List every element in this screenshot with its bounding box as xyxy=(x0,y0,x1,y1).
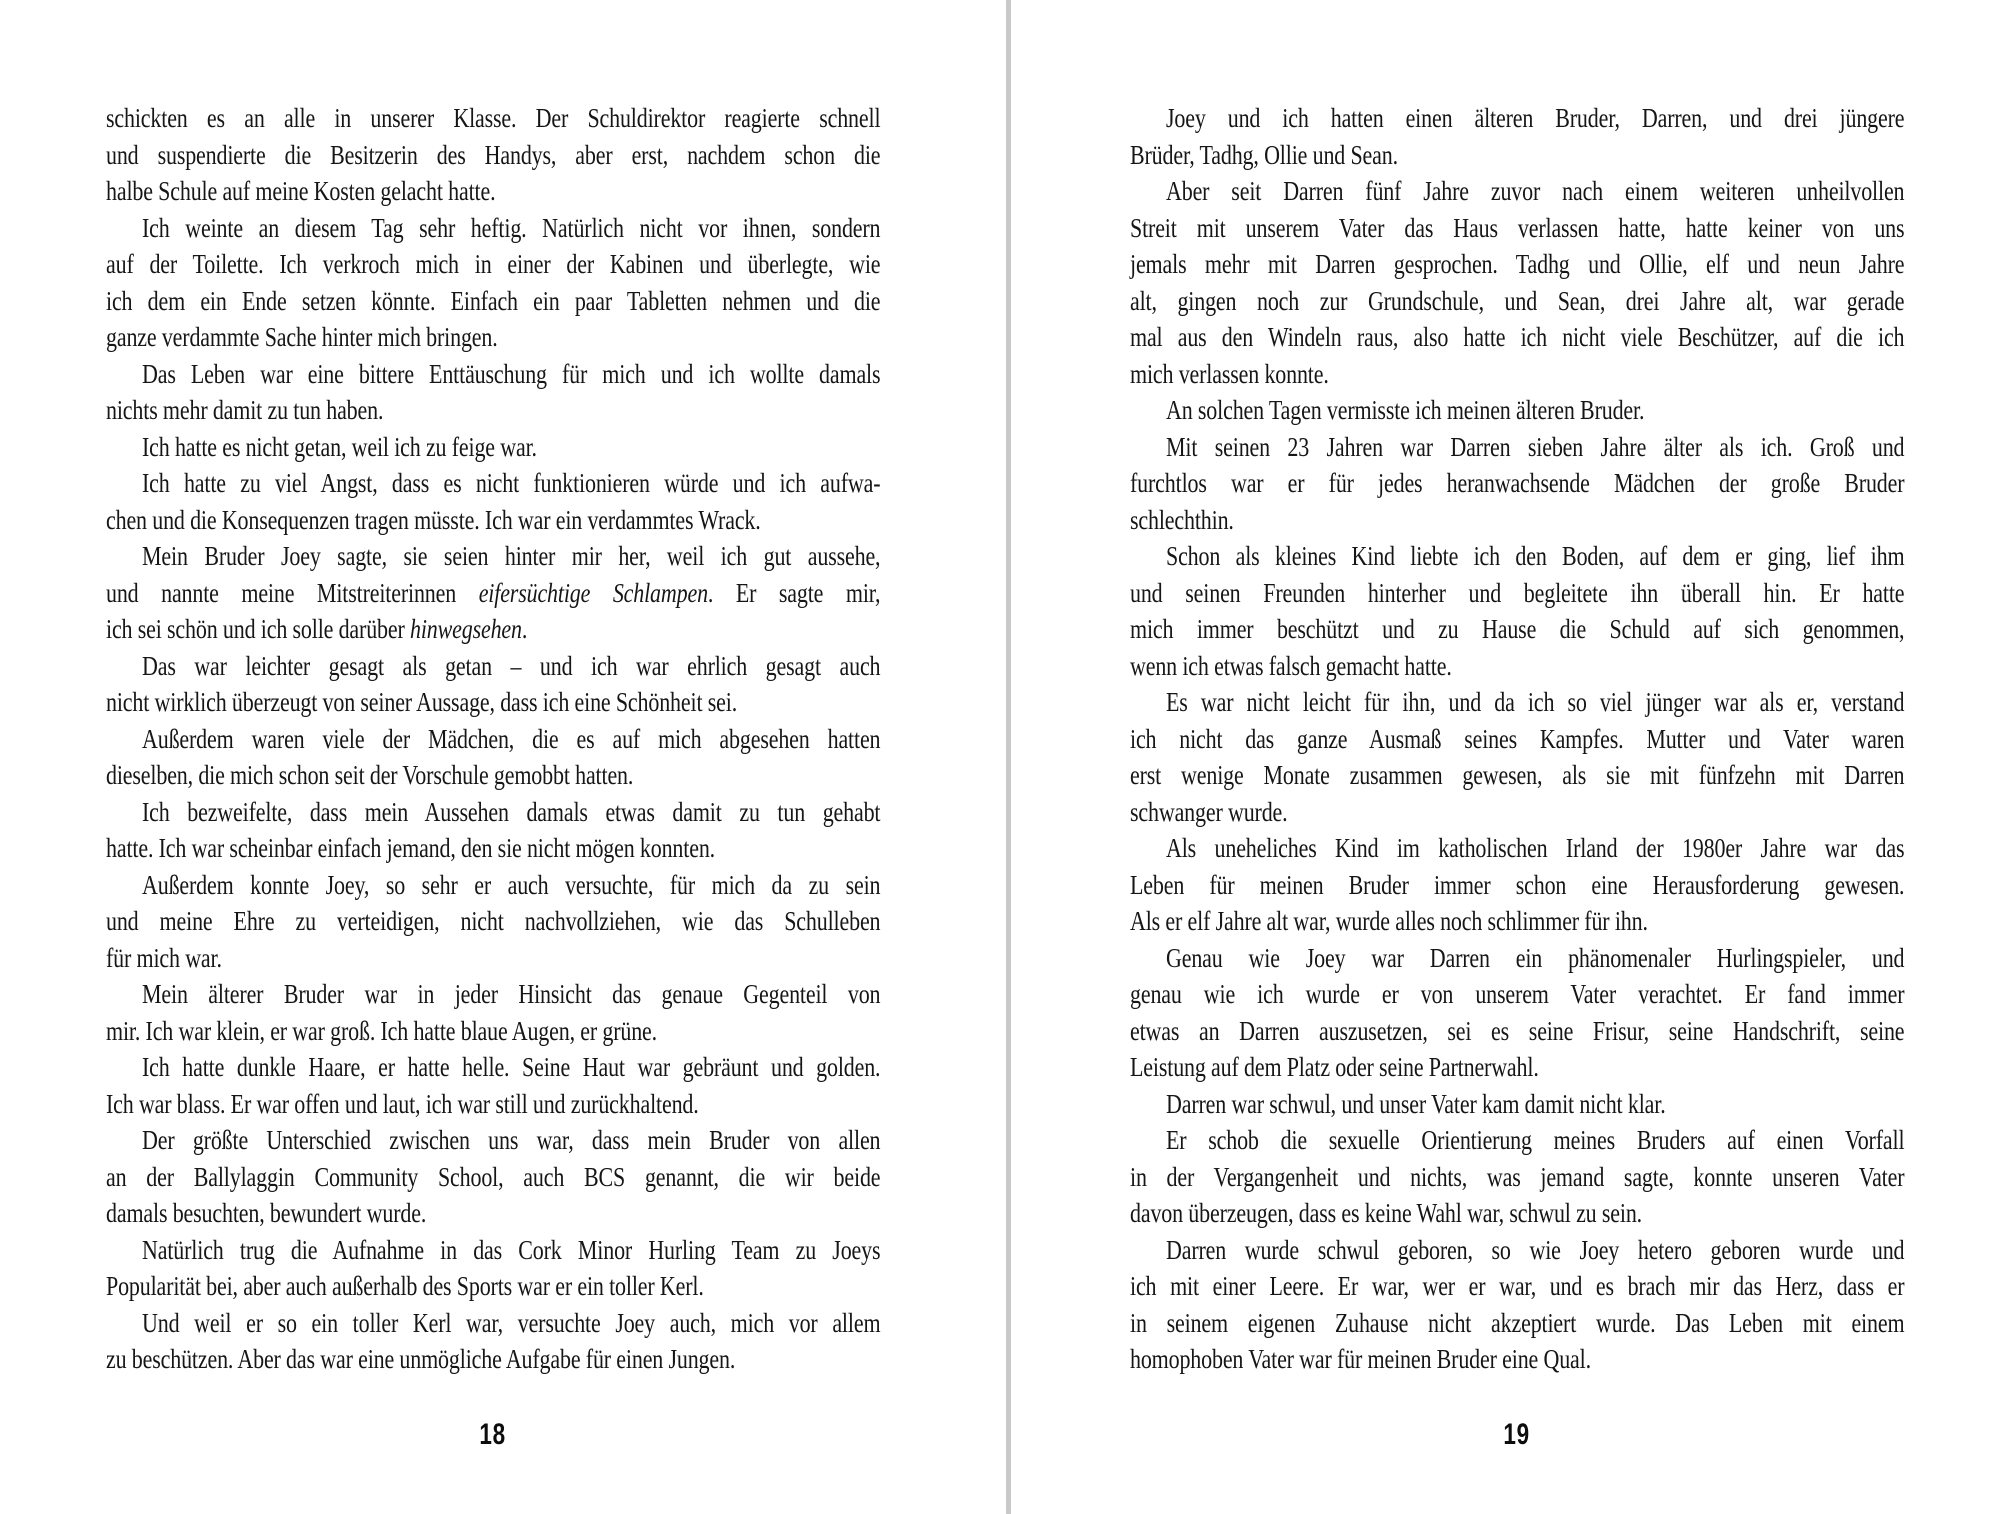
text-line xyxy=(106,1341,880,1378)
text-run: . Er sagte mir, xyxy=(707,576,881,608)
text-run: alt, gingen noch zur Grundschule, und Sean, drei Jahre alt, war gerade xyxy=(1130,284,1905,316)
text-line xyxy=(1130,794,1904,831)
text-run: davon überzeugen, dass es keine Wahl war, schwul zu sein. xyxy=(1130,1197,1642,1228)
text-run: Streit mit unserem Vater das Haus verlassen hatte, hatte keiner von uns xyxy=(1130,211,1905,243)
text-line xyxy=(106,502,880,539)
text-run: chen und die Konsequenzen tragen müsste. Ich war ein verdammtes Wrack. xyxy=(106,503,761,535)
text-run: hatte. Ich war scheinbar einfach jemand, den sie nicht mögen konnten. xyxy=(106,832,716,863)
text-line xyxy=(106,283,880,320)
text-line xyxy=(106,465,880,502)
text-line xyxy=(106,1086,880,1123)
text-run: in seinem eigenen Zuhause nicht akzeptiert wurde. Das Leben mit einem xyxy=(1130,1306,1905,1338)
text-line xyxy=(1130,721,1904,758)
text-line xyxy=(1130,283,1904,320)
text-run: mal aus den Windeln raus, also hatte ich nicht viele Beschützer, auf die ich xyxy=(1130,321,1905,352)
text-run: und meine Ehre zu verteidigen, nicht nachvollziehen, wie das Schulleben xyxy=(106,905,881,936)
text-run: Der größte Unterschied zwischen uns war, dass mein Bruder von allen xyxy=(142,1124,881,1155)
text-run: mir. Ich war klein, er war groß. Ich hatte blaue Augen, er grüne. xyxy=(106,1014,657,1046)
text-line xyxy=(1130,1232,1904,1269)
text-run: und nannte meine Mitstreiterinnen xyxy=(106,576,479,608)
text-line xyxy=(106,210,880,247)
text-run: zu beschützen. Aber das war eine unmögliche Aufgabe für einen Jungen. xyxy=(106,1343,736,1374)
text-line xyxy=(106,794,880,831)
text-line xyxy=(106,1195,880,1232)
text-run: Brüder, Tadhg, Ollie und Sean. xyxy=(1130,138,1398,170)
page-number-right-value: 19 xyxy=(1503,1418,1531,1451)
text-line xyxy=(1130,319,1904,356)
text-line xyxy=(106,1049,880,1086)
text-line xyxy=(106,356,880,393)
text-line xyxy=(106,757,880,794)
text-run: An solchen Tagen vermisste ich meinen älteren Bruder. xyxy=(1166,394,1645,425)
text-run: Ich hatte dunkle Haare, er hatte helle. Seine Haut war gebräunt und golden. xyxy=(142,1051,881,1082)
text-run: mich verlassen konnte. xyxy=(1130,357,1329,389)
text-run: Als uneheliches Kind im katholischen Irland der 1980er Jahre war das xyxy=(1166,832,1905,863)
text-line xyxy=(1130,940,1904,977)
text-line xyxy=(106,648,880,685)
page-right-text xyxy=(1130,100,1904,1378)
text-line xyxy=(106,538,880,575)
text-line xyxy=(106,429,880,466)
text-run: ich dem ein Ende setzen könnte. Einfach ein paar Tabletten nehmen und die xyxy=(106,284,881,316)
text-line xyxy=(1130,903,1904,940)
text-run: Genau wie Joey war Darren ein phänomenaler Hurlingspieler, und xyxy=(1166,941,1905,973)
text-line xyxy=(106,1122,880,1159)
text-line xyxy=(1130,356,1904,393)
text-run: Ich weinte an diesem Tag sehr heftig. Natürlich nicht vor ihnen, sondern xyxy=(142,211,881,243)
text-run: Außerdem waren viele der Mädchen, die es auf mich abgesehen hatten xyxy=(142,722,881,754)
text-line xyxy=(106,1305,880,1342)
text-line xyxy=(106,830,880,867)
text-run: mich immer beschützt und zu Hause die Schuld auf sich genommen, xyxy=(1130,613,1905,644)
text-line xyxy=(1130,173,1904,210)
text-run: schlechthin. xyxy=(1130,503,1234,535)
text-line xyxy=(1130,465,1904,502)
text-line xyxy=(106,1159,880,1196)
text-line xyxy=(106,100,880,137)
text-run: auf der Toilette. Ich verkroch mich in einer der Kabinen und überlegte, wie xyxy=(106,248,881,279)
text-run: Ich hatte es nicht getan, weil ich zu feige war. xyxy=(142,430,537,462)
text-run: genau wie ich wurde er von unserem Vater verachtet. Er fand immer xyxy=(1130,978,1905,1009)
text-run: halbe Schule auf meine Kosten gelacht hatte. xyxy=(106,175,496,206)
text-run: schwanger wurde. xyxy=(1130,795,1288,827)
text-line xyxy=(1130,684,1904,721)
text-line xyxy=(1130,502,1904,539)
text-run: Natürlich trug die Aufnahme in das Cork Minor Hurling Team zu Joeys xyxy=(142,1233,881,1265)
text-run: furchtlos war er für jedes heranwachsende Mädchen der große Bruder xyxy=(1130,467,1905,498)
text-line xyxy=(1130,1268,1904,1305)
text-line xyxy=(106,575,880,612)
text-run: und seinen Freunden hinterher und begleitete ihn überall hin. Er hatte xyxy=(1130,576,1905,608)
text-line xyxy=(106,137,880,174)
text-run: damals besuchten, bewundert wurde. xyxy=(106,1197,427,1228)
text-run: schickten es an alle in unserer Klasse. Der Schuldirektor reagierte schnell xyxy=(106,102,881,133)
text-run: Es war nicht leicht für ihn, und da ich so viel jünger war als er, verstand xyxy=(1166,686,1905,717)
text-line xyxy=(1130,1195,1904,1232)
text-line xyxy=(106,1232,880,1269)
text-run: ich nicht das ganze Ausmaß seines Kampfes. Mutter und Vater waren xyxy=(1130,722,1905,754)
text-run: und suspendierte die Besitzerin des Handys, aber erst, nachdem schon die xyxy=(106,138,881,170)
text-run: Leben für meinen Bruder immer schon eine Herausforderung gewesen. xyxy=(1130,868,1905,900)
text-line xyxy=(1130,757,1904,794)
text-run: dieselben, die mich schon seit der Vorschule gemobbt hatten. xyxy=(106,759,634,790)
text-run: an der Ballylaggin Community School, auch BCS genannt, die wir beide xyxy=(106,1160,881,1192)
text-run: nichts mehr damit zu tun haben. xyxy=(106,394,384,425)
text-line xyxy=(1130,1305,1904,1342)
text-line xyxy=(106,246,880,283)
page-divider xyxy=(1006,0,1011,1514)
text-run: Popularität bei, aber auch außerhalb des Sports war er ein toller Kerl. xyxy=(106,1270,704,1301)
text-run: Und weil er so ein toller Kerl war, versuchte Joey auch, mich vor allem xyxy=(142,1306,881,1338)
text-line xyxy=(1130,392,1904,429)
text-run: ganze verdammte Sache hinter mich bringen. xyxy=(106,321,498,352)
text-run: Das Leben war eine bittere Enttäuschung für mich und ich wollte damals xyxy=(142,357,881,389)
text-line xyxy=(106,940,880,977)
text-line xyxy=(106,319,880,356)
text-line xyxy=(106,611,880,648)
text-line xyxy=(1130,830,1904,867)
text-run: Leistung auf dem Platz oder seine Partnerwahl. xyxy=(1130,1051,1539,1082)
text-line xyxy=(1130,648,1904,685)
text-line xyxy=(1130,429,1904,466)
text-line xyxy=(106,173,880,210)
text-run: Das war leichter gesagt als getan – und ich war ehrlich gesagt auch xyxy=(142,649,881,681)
text-run: wenn ich etwas falsch gemacht hatte. xyxy=(1130,649,1452,681)
text-line xyxy=(1130,246,1904,283)
text-line xyxy=(1130,1086,1904,1123)
text-run: Schon als kleines Kind liebte ich den Boden, auf dem er ging, lief ihm xyxy=(1166,540,1905,571)
text-line xyxy=(1130,976,1904,1013)
text-run: Joey und ich hatten einen älteren Bruder, Darren, und drei jüngere xyxy=(1166,102,1905,133)
text-line xyxy=(1130,1013,1904,1050)
text-line xyxy=(106,903,880,940)
text-line xyxy=(1130,100,1904,137)
text-run: Außerdem konnte Joey, so sehr er auch versuchte, für mich da zu sein xyxy=(142,868,881,900)
page-left-text xyxy=(106,100,880,1378)
text-line xyxy=(1130,1049,1904,1086)
italic-text-run: hinwegsehen xyxy=(410,613,522,644)
text-line xyxy=(106,721,880,758)
text-line xyxy=(1130,210,1904,247)
text-run: ich sei schön und ich solle darüber xyxy=(106,613,410,644)
text-line xyxy=(1130,1341,1904,1378)
text-run: für mich war. xyxy=(106,941,222,973)
text-run: in der Vergangenheit und nichts, was jemand sagte, konnte unseren Vater xyxy=(1130,1160,1905,1192)
text-run: erst wenige Monate zusammen gewesen, als sie mit fünfzehn mit Darren xyxy=(1130,759,1905,790)
text-run: Ich bezweifelte, dass mein Aussehen damals etwas damit zu tun gehabt xyxy=(142,795,881,827)
text-run: etwas an Darren auszusetzen, sei es seine Frisur, seine Handschrift, seine xyxy=(1130,1014,1905,1046)
text-run: Mit seinen 23 Jahren war Darren sieben Jahre älter als ich. Groß und xyxy=(1166,430,1905,462)
text-line xyxy=(1130,538,1904,575)
text-run: ich mit einer Leere. Er war, wer er war, und es brach mir das Herz, dass er xyxy=(1130,1270,1905,1301)
text-line xyxy=(106,976,880,1013)
page-number-left xyxy=(106,1419,880,1451)
text-line xyxy=(1130,137,1904,174)
text-line xyxy=(1130,1159,1904,1196)
text-line xyxy=(106,1268,880,1305)
text-line xyxy=(106,1013,880,1050)
text-line xyxy=(106,684,880,721)
text-line xyxy=(106,867,880,904)
text-run: Als er elf Jahre alt war, wurde alles noch schlimmer für ihn. xyxy=(1130,905,1648,936)
text-run: Aber seit Darren fünf Jahre zuvor nach einem weiteren unheilvollen xyxy=(1166,175,1905,206)
text-run: jemals mehr mit Darren gesprochen. Tadhg und Ollie, elf und neun Jahre xyxy=(1130,248,1905,279)
text-run: Ich war blass. Er war offen und laut, ich war still und zurückhaltend. xyxy=(106,1087,699,1119)
text-run: nicht wirklich überzeugt von seiner Aussage, dass ich eine Schönheit sei. xyxy=(106,686,738,717)
page-number-right xyxy=(1130,1419,1904,1451)
text-line xyxy=(106,392,880,429)
text-line xyxy=(1130,1122,1904,1159)
text-line xyxy=(1130,867,1904,904)
text-run: Mein älterer Bruder war in jeder Hinsicht das genaue Gegenteil von xyxy=(142,978,881,1009)
text-line xyxy=(1130,611,1904,648)
text-run: . xyxy=(521,613,528,644)
page-number-left-value: 18 xyxy=(479,1418,507,1451)
text-run: Ich hatte zu viel Angst, dass es nicht funktionieren würde und ich aufwa- xyxy=(142,467,881,498)
text-run: homophoben Vater war für meinen Bruder eine Qual. xyxy=(1130,1343,1591,1374)
text-run: Mein Bruder Joey sagte, sie seien hinter mir her, weil ich gut aussehe, xyxy=(142,540,881,571)
text-run: Darren war schwul, und unser Vater kam damit nicht klar. xyxy=(1166,1087,1666,1119)
text-run: Darren wurde schwul geboren, so wie Joey hetero geboren wurde und xyxy=(1166,1233,1905,1265)
text-run: Er schob die sexuelle Orientierung meines Bruders auf einen Vorfall xyxy=(1166,1124,1905,1155)
text-line xyxy=(1130,575,1904,612)
italic-text-run: eifersüchtige Schlampen xyxy=(478,576,708,608)
